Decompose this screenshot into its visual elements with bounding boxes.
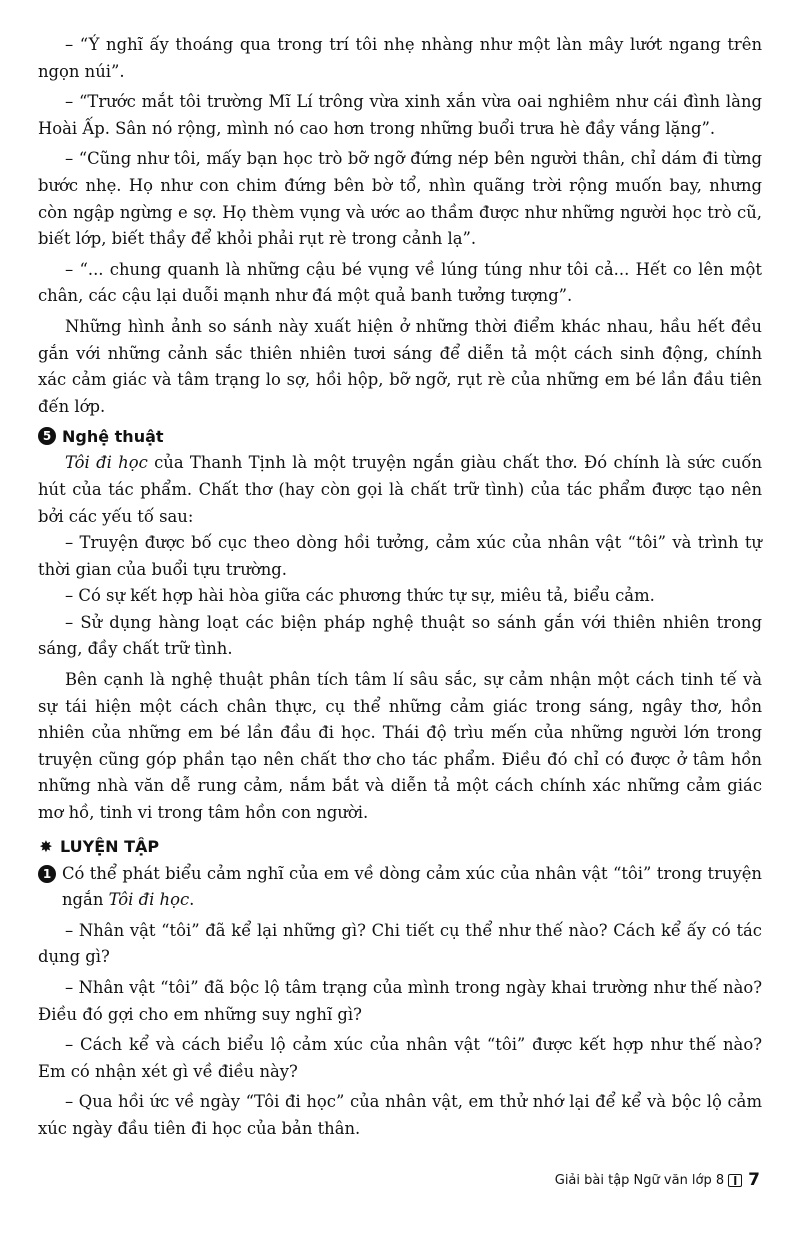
quote-paragraph: – “Trước mắt tôi trường Mĩ Lí trông vừa xinh xắn vừa oai nghiêm như cái đình làng Hoài Ấp. Sân nó rộng, mình nó cao hơn trong những buổi trưa hè đầy vắng lặng”. (38, 92, 762, 138)
question-item: – Nhân vật “tôi” đã bộc lộ tâm trạng của mình trong ngày khai trường như thế nào? Điều đó gợi cho em những suy nghĩ gì? (38, 978, 762, 1024)
book-icon (728, 1174, 742, 1187)
number-badge: 5 (38, 427, 56, 445)
bullet-item: – Sử dụng hàng loạt các biện pháp nghệ thuật so sánh gắn với thiên nhiên trong sáng, đầy chất trữ tình. (38, 612, 762, 659)
quote-paragraph: – “Cũng như tôi, mấy bạn học trò bỡ ngỡ đứng nép bên người thân, chỉ dám đi từng bước nhẹ. Họ như con chim đứng bên bờ tổ, nhìn quãng trời rộng muốn bay, nhưng còn ngập ngừng e sợ. Họ thèm vụng và ước ao thầm được như những người học trò cũ, biết lớp, biết thầy để khỏi phải rụt rè trong cảnh lạ”. (38, 149, 762, 249)
page-number: 7 (748, 1170, 760, 1190)
page-footer (555, 1170, 760, 1190)
work-title: Tôi đi học (65, 453, 148, 473)
section-title: LUYỆN TẬP (60, 837, 160, 857)
question-item: – Cách kể và cách biểu lộ cảm xúc của nhân vật “tôi” được kết hợp như thế nào? Em có nhận xét gì về điều này? (38, 1035, 762, 1081)
conclusion-paragraph: Bên cạnh là nghệ thuật phân tích tâm lí sâu sắc, sự cảm nhận một cách tinh tế và sự tái hiện một cách chân thực, cụ thể những cảm giác trong sáng, ngây thơ, hồn nhiên của những em bé lần đầu đi học. Thái độ trìu mến của những người lớn trong truyện cũng góp phần tạo nên chất thơ cho tác phẩm. Điều đó chỉ có được ở tâm hồn những nhà văn dễ rung cảm, nắm bắt và diễn tả một cách chính xác những cảm giác mơ hồ, tinh vi trong tâm hồn con người. (38, 670, 762, 823)
question-item: – Nhân vật “tôi” đã kể lại những gì? Chi tiết cụ thể như thế nào? Cách kể ấy có tác dụng gì? (38, 920, 762, 967)
section-heading-practice (38, 833, 762, 861)
summary-paragraph: Những hình ảnh so sánh này xuất hiện ở những thời điểm khác nhau, hầu hết đều gắn với những cảnh sắc thiên nhiên tươi sáng để diễn tả một cách sinh động, chính xác cảm giác và tâm trạng lo sợ, hồi hộp, bỡ ngỡ, rụt rè của những em bé lần đầu tiên đến lớp. (38, 316, 762, 416)
quote-paragraph: – “... chung quanh là những cậu bé vụng về lúng túng như tôi cả... Hết co lên một chân, các cậu lại duỗi mạnh như đá một quả banh tưởng tượng”. (38, 259, 762, 306)
asterisk-icon: ✸ (39, 837, 53, 857)
quote-paragraph: – “Ý nghĩ ấy thoáng qua trong trí tôi nhẹ nhàng như một làn mây lướt ngang trên ngọn núi”. (38, 35, 762, 81)
number-badge: 1 (38, 865, 56, 883)
bullet-item: – Có sự kết hợp hài hòa giữa các phương thức tự sự, miêu tả, biểu cảm. (65, 586, 655, 606)
section-intro (38, 450, 762, 530)
book-title: Giải bài tập Ngữ văn lớp 8 (554, 1172, 725, 1188)
exercise-prompt: Có thể phát biểu cảm nghĩ của em về dòng cảm xúc của nhân vật “tôi” trong truyện ngắn Tôi đi học. (62, 863, 762, 910)
document-page (38, 32, 762, 1143)
work-title: Tôi đi học (108, 890, 190, 910)
bullet-item: – Truyện được bố cục theo dòng hồi tưởng, cảm xúc của nhân vật “tôi” và trình tự thời gian của buổi tựu trường. (38, 533, 762, 579)
section-heading-art (38, 422, 762, 450)
section-title: Nghệ thuật (62, 426, 164, 446)
exercise-item (38, 861, 762, 914)
intro-text: của Thanh Tịnh là một truyện ngắn giàu chất thơ. Đó chính là sức cuốn hút của tác phẩm. Chất thơ (hay còn gọi là chất trữ tình) của tác phẩm được tạo nên bởi các yếu tố sau: (38, 453, 762, 526)
question-item: – Qua hồi ức về ngày “Tôi đi học” của nhân vật, em thử nhớ lại để kể và bộc lộ cảm xúc ngày đầu tiên đi học của bản thân. (38, 1092, 762, 1138)
